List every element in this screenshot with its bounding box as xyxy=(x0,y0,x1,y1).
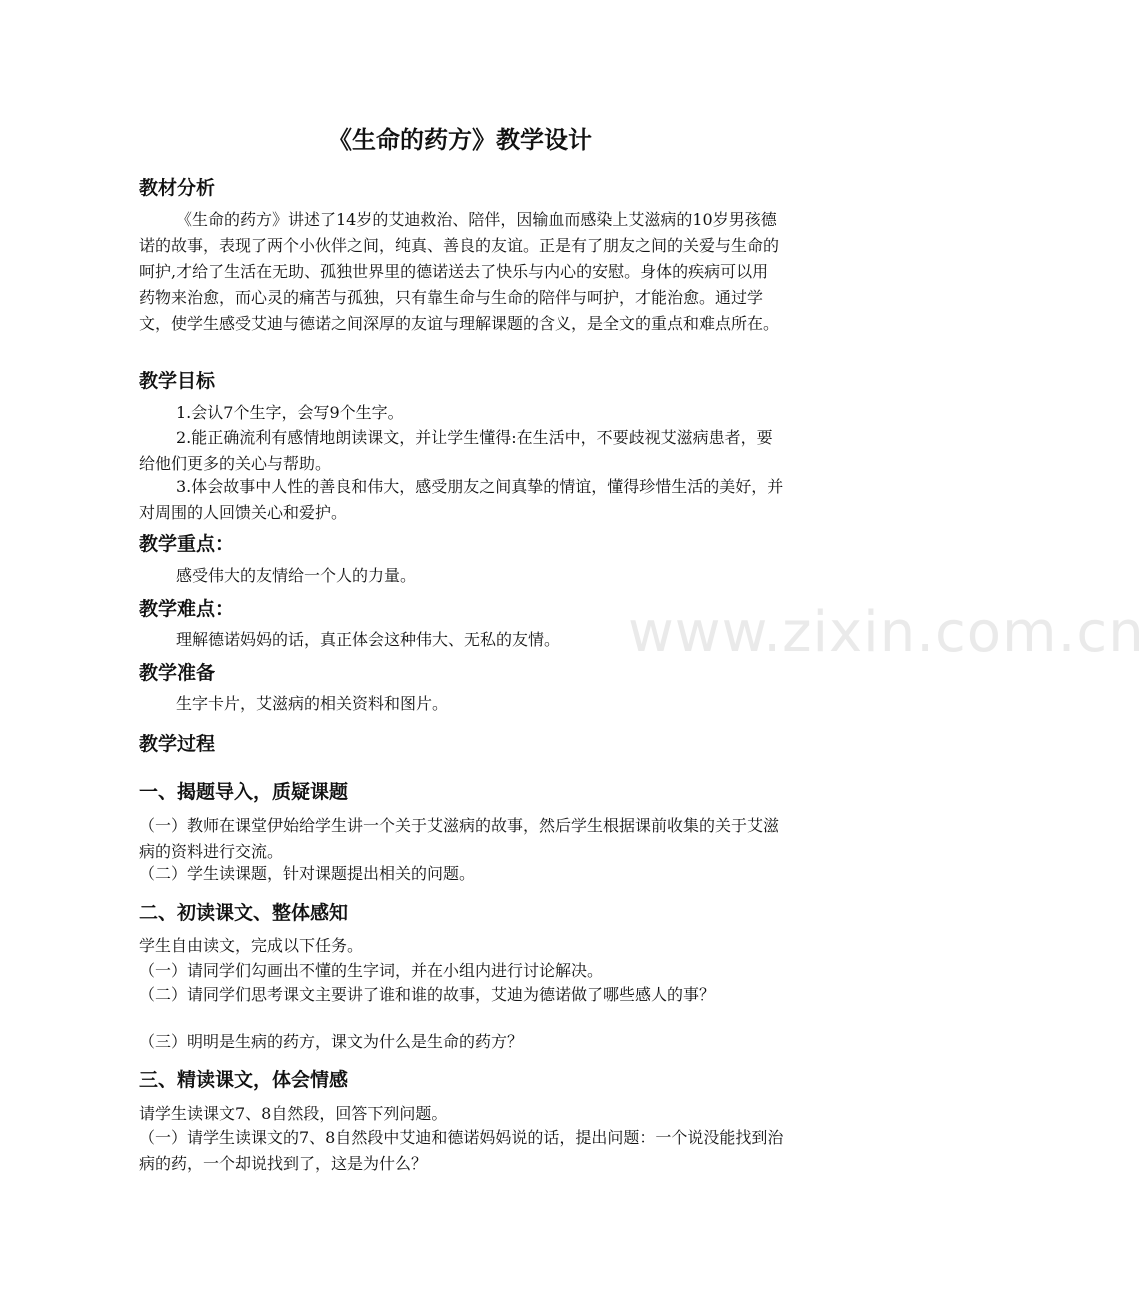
part-two-line-3: （三）明明是生病的药方，课文为什么是生命的药方？ xyxy=(139,1032,524,1051)
heading-key-points: 教学重点： xyxy=(139,533,235,555)
paragraph-textbook-analysis: 《生命的药方》讲述了14岁的艾迪救治、陪伴，因输血而感染上艾滋病的10岁男孩德诺的故事，表现了两个小伙伴之间，纯真、善良的友谊。正是有了朋友之间的关爱与生命的呵护,才给了生活在无助、孤独世界里的德诺送去了快乐与内心的安慰。身体的疾病可以用药物来治愈，而心灵的痛苦与孤独，只有靠生命与生命的陪伴与呵护，才能治愈。通过学文，使学生感受艾迪与德诺之间深厚的友谊与理解课题的含义，是全文的重点和难点所在。 xyxy=(139,210,780,333)
paragraph-difficulties: 理解德诺妈妈的话，真正体会这种伟大、无私的友情。 xyxy=(176,630,561,649)
part-three-line-0: 请学生读课文7、8自然段，回答下列问题。 xyxy=(139,1104,448,1123)
heading-difficulties: 教学难点： xyxy=(139,598,235,620)
part-one-line-2: （二）学生读课题，针对课题提出相关的问题。 xyxy=(139,864,476,883)
heading-preparation: 教学准备 xyxy=(139,662,216,684)
heading-part-one: 一、揭题导入，质疑课题 xyxy=(139,781,349,803)
heading-teaching-goals: 教学目标 xyxy=(139,370,216,392)
goal-item-3: 3.体会故事中人性的善良和伟大，感受朋友之间真挚的情谊，懂得珍惜生活的美好，并对周围的人回馈关心和爱护。 xyxy=(139,477,784,522)
part-three-line-1: （一）请学生读课文的7、8自然段中艾迪和德诺妈妈说的话，提出问题：一个说没能找到治病的药，一个却说找到了，这是为什么？ xyxy=(139,1128,784,1173)
part-two-line-2: （二）请同学们思考课文主要讲了谁和谁的故事，艾迪为德诺做了哪些感人的事？ xyxy=(139,985,716,1004)
heading-part-three: 三、精读课文，体会情感 xyxy=(139,1069,349,1091)
goal-item-1: 1.会认7个生字，会写9个生字。 xyxy=(176,403,404,422)
heading-textbook-analysis: 教材分析 xyxy=(139,177,216,199)
part-one-line-1: （一）教师在课堂伊始给学生讲一个关于艾滋病的故事，然后学生根据课前收集的关于艾滋病的资料进行交流。 xyxy=(139,816,780,861)
part-two-line-1: （一）请同学们勾画出不懂的生字词，并在小组内进行讨论解决。 xyxy=(139,961,604,980)
paragraph-preparation: 生字卡片，艾滋病的相关资料和图片。 xyxy=(176,694,449,713)
watermark: www.zixin.com.cn xyxy=(628,600,1145,665)
goal-item-2: 2.能正确流利有感情地朗读课文，并让学生懂得:在生活中，不要歧视艾滋病患者，要给他们更多的关心与帮助。 xyxy=(139,428,773,473)
document-title: 《生命的药方》教学设计 xyxy=(328,126,592,154)
part-two-line-0: 学生自由读文，完成以下任务。 xyxy=(139,936,364,955)
heading-teaching-process: 教学过程 xyxy=(139,733,216,755)
heading-part-two: 二、初读课文、整体感知 xyxy=(139,902,349,924)
paragraph-key-points: 感受伟大的友情给一个人的力量。 xyxy=(176,566,417,585)
